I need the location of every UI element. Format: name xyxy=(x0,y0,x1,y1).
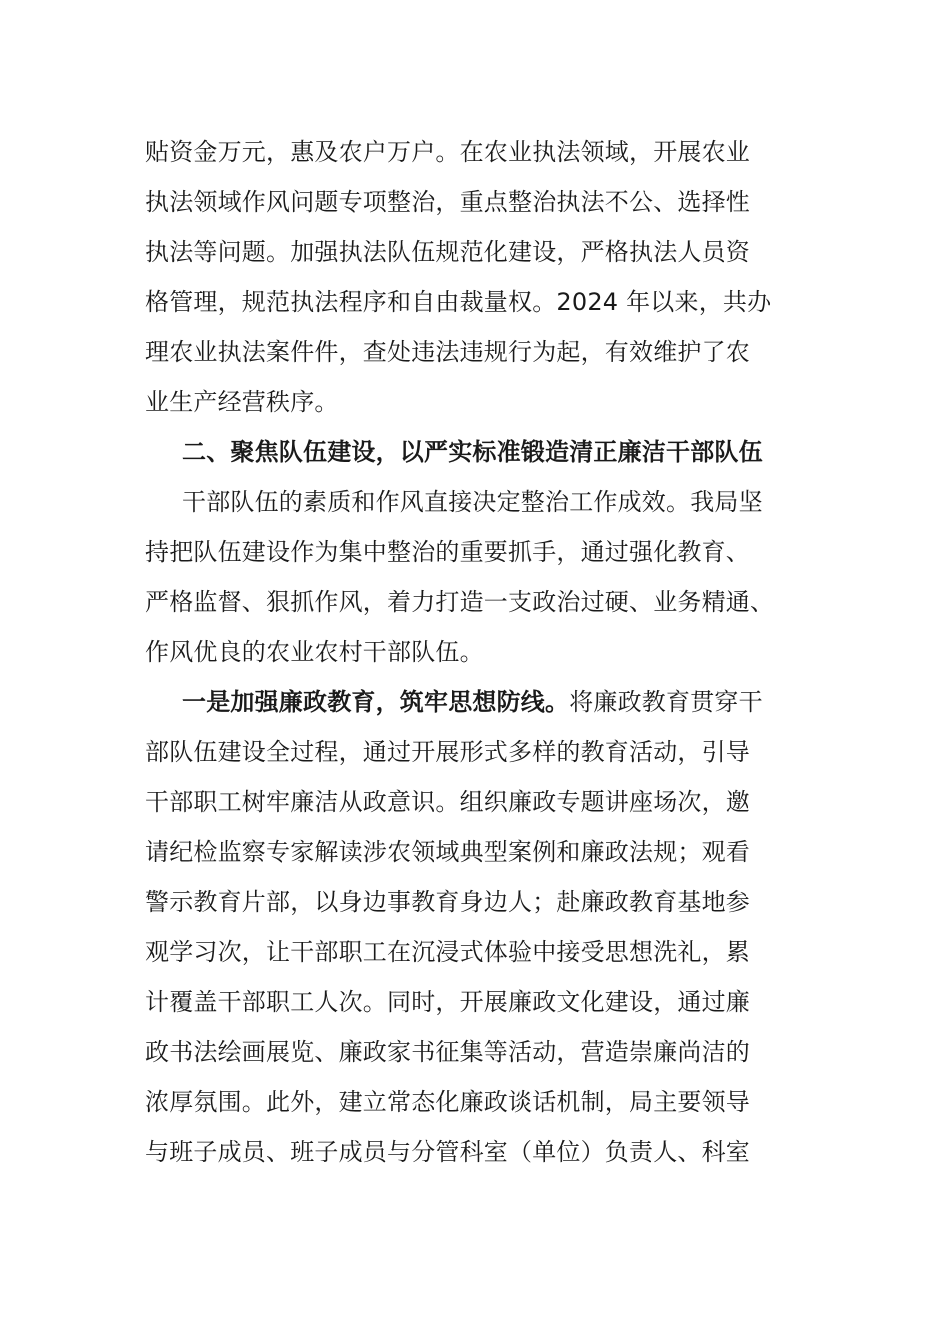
paragraph-line: 警示教育片部，以身边事教育身边人；赴廉政教育基地参 xyxy=(145,888,750,916)
paragraph-line: 业生产经营秩序。 xyxy=(145,388,339,416)
paragraph-line: 干部队伍的素质和作风直接决定整治工作成效。我局坚 xyxy=(182,488,763,516)
paragraph-line: 执法等问题。加强执法队伍规范化建设，严格执法人员资 xyxy=(145,238,750,266)
paragraph-line: 干部职工树牢廉洁从政意识。组织廉政专题讲座场次，邀 xyxy=(145,788,750,816)
paragraph-text: 将廉政教育贯穿干 xyxy=(569,688,763,716)
paragraph-line: 贴资金万元，惠及农户万户。在农业执法领域，开展农业 xyxy=(145,138,750,166)
paragraph-line: 理农业执法案件件，查处违法违规行为起，有效维护了农 xyxy=(145,338,750,366)
paragraph-line: 政书法绘画展览、廉政家书征集等活动，营造崇廉尚洁的 xyxy=(145,1038,750,1066)
paragraph-line: 格管理，规范执法程序和自由裁量权。2024 年以来，共办 xyxy=(145,288,772,316)
paragraph-line: 作风优良的农业农村干部队伍。 xyxy=(145,638,484,666)
paragraph-line: 部队伍建设全过程，通过开展形式多样的教育活动，引导 xyxy=(145,738,750,766)
paragraph-line: 与班子成员、班子成员与分管科室（单位）负责人、科室 xyxy=(145,1138,750,1166)
paragraph-line: 严格监督、狠抓作风，着力打造一支政治过硬、业务精通、 xyxy=(145,588,775,616)
paragraph-line: 请纪检监察专家解读涉农领域典型案例和廉政法规；观看 xyxy=(145,838,750,866)
paragraph-line: 执法领域作风问题专项整治，重点整治执法不公、选择性 xyxy=(145,188,750,216)
paragraph-line: 观学习次，让干部职工在沉浸式体验中接受思想洗礼，累 xyxy=(145,938,750,966)
section-heading: 二、聚焦队伍建设，以严实标准锻造清正廉洁干部队伍 xyxy=(182,438,763,466)
paragraph-line: 计覆盖干部职工人次。同时，开展廉政文化建设，通过廉 xyxy=(145,988,750,1016)
paragraph-line: 浓厚氛围。此外，建立常态化廉政谈话机制，局主要领导 xyxy=(145,1088,750,1116)
paragraph-line-with-lead xyxy=(182,677,805,727)
paragraph-line: 持把队伍建设作为集中整治的重要抓手，通过强化教育、 xyxy=(145,538,750,566)
subheading-lead: 一是加强廉政教育，筑牢思想防线。 xyxy=(182,688,570,716)
